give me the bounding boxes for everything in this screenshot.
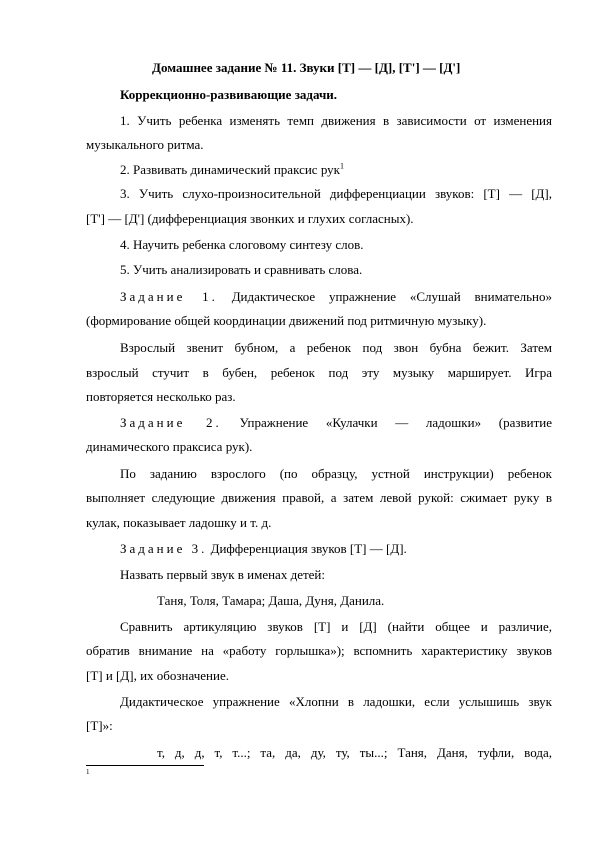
task-5: 5. Учить анализировать и сравнивать слова. bbox=[120, 262, 363, 277]
footnote-ref: 1 bbox=[339, 161, 344, 171]
exercise-3-game-1: Дидактическое упражнение «Хлопни в ладошки, если услышишь звук bbox=[120, 694, 552, 709]
exercise-3-compare-2: обратив внимание на «работу горлышка»); вспомнить характеристику звуков bbox=[86, 643, 552, 658]
exercise-1-title: Дидактическое упражнение «Слушай внимательно» bbox=[231, 289, 552, 304]
exercise-3-instruction: Назвать первый звук в именах детей: bbox=[120, 567, 325, 582]
exercise-2-desc-3: кулак, показывает ладошку и т. д. bbox=[86, 515, 272, 530]
exercise-2-desc-2: выполняет следующие движения правой, а затем левой рукой: сжимает руку в bbox=[86, 490, 552, 505]
exercise-3-compare-1: Сравнить артикуляцию звуков [Т] и [Д] (найти общее и различие, bbox=[120, 619, 552, 634]
exercise-1-label: Задание 1. bbox=[120, 289, 218, 304]
task-1-line-1: 1. Учить ребенка изменять темп движения в зависимости от изменения bbox=[120, 113, 552, 128]
exercise-3-sequence: т, д, д, т, т...; та, да, ду, ту, ты...; Таня, Даня, туфли, вода, bbox=[157, 745, 552, 760]
exercise-3-label: Задание 3. bbox=[120, 541, 208, 556]
exercise-3-game-2: [Т]»: bbox=[86, 718, 113, 733]
exercise-3-line bbox=[120, 541, 407, 557]
exercise-3-title: Дифференциация звуков [Т] — [Д]. bbox=[210, 541, 407, 556]
task-2-text: 2. Развивать динамический праксис рук bbox=[120, 162, 340, 177]
task-3-line-2: [Т'] — [Д'] (дифференциация звонких и глухих согласных). bbox=[86, 211, 414, 226]
exercise-2-line-2: динамического праксиса рук). bbox=[86, 439, 253, 454]
tasks-heading: Коррекционно-развивающие задачи. bbox=[120, 87, 338, 102]
exercise-2-desc-1: По заданию взрослого (по образцу, устной инструкции) ребенок bbox=[120, 466, 552, 481]
task-1-line-2: музыкального ритма. bbox=[86, 137, 204, 152]
footnote-mark: 1 bbox=[86, 768, 90, 776]
footnote-separator bbox=[86, 765, 204, 766]
task-2 bbox=[120, 162, 344, 178]
task-4: 4. Научить ребенка слоговому синтезу слов. bbox=[120, 237, 364, 252]
exercise-1-desc-1: Взрослый звенит бубном, а ребенок под звон бубна бежит. Затем bbox=[120, 340, 552, 355]
exercise-2-label: Задание 2. bbox=[120, 415, 222, 430]
page-title: Домашнее задание № 11. Звуки [Т] — [Д], [Т'] — [Д'] bbox=[152, 60, 461, 75]
exercise-3-compare-3: [Т] и [Д], их обозначение. bbox=[86, 668, 229, 683]
task-3-line-1: 3. Учить слухо-произносительной дифференциации звуков: [Т] — [Д], bbox=[120, 186, 552, 201]
exercise-3-names: Таня, Толя, Тамара; Даша, Дуня, Данила. bbox=[157, 593, 385, 608]
exercise-1-desc-3: повторяется несколько раз. bbox=[86, 389, 236, 404]
exercise-1-desc-2: взрослый стучит в бубен, ребенок под эту музыку марширует. Игра bbox=[86, 365, 552, 380]
exercise-1-line-2: (формирование общей координации движений под ритмичную музыку). bbox=[86, 313, 487, 328]
exercise-2-line-1 bbox=[120, 415, 552, 431]
exercise-2-title: Упражнение «Кулачки — ладошки» (развитие bbox=[239, 415, 553, 430]
exercise-1-line-1 bbox=[120, 289, 552, 305]
